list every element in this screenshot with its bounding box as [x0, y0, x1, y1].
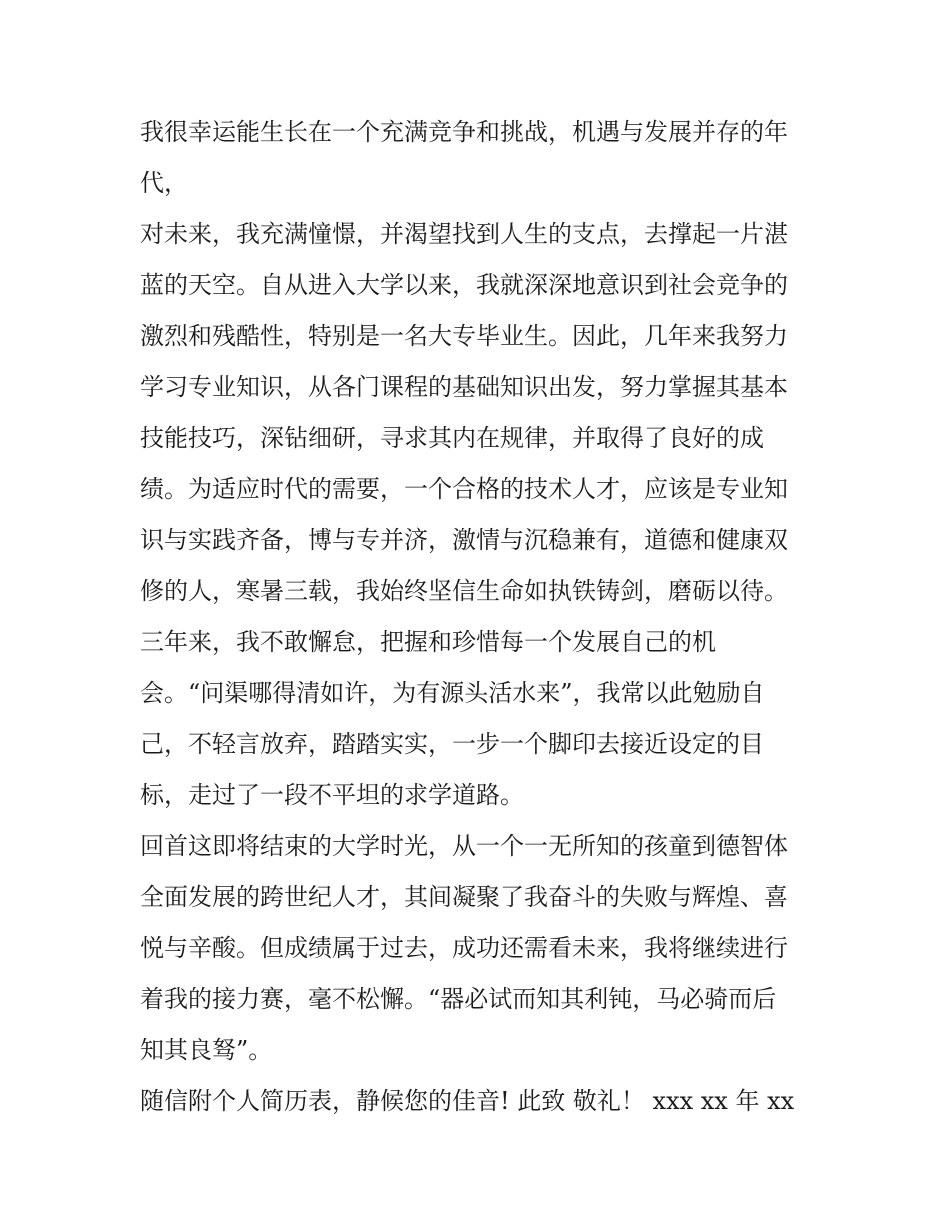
text-line: 三年来，我不敢懈怠，把握和珍惜每一个发展自己的机 — [140, 628, 716, 656]
text-line: 己，不轻言放弃，踏踏实实，一步一个脚印去接近设定的目 — [140, 730, 764, 758]
text-line: 绩。为适应时代的需要，一个合格的技术人才，应该是专业知 — [140, 475, 788, 503]
text-line: 我很幸运能生长在一个充满竞争和挑战，机遇与发展并存的年 — [140, 118, 788, 146]
text-line: 激烈和残酷性，特别是一名大专毕业生。因此，几年来我努力 — [140, 322, 788, 350]
text-line: 对未来，我充满憧憬，并渴望找到人生的支点，去撑起一片湛 — [140, 220, 788, 248]
text-line: 蓝的天空。自从进入大学以来，我就深深地意识到社会竞争的 — [140, 271, 788, 299]
text-line: 技能技巧，深钻细研，寻求其内在规律，并取得了良好的成 — [140, 424, 764, 452]
text-line: 标，走过了一段不平坦的求学道路。 — [140, 781, 524, 809]
text-line: 代， — [140, 169, 188, 197]
text-line: 全面发展的跨世纪人才，其间凝聚了我奋斗的失败与辉煌、喜 — [140, 883, 788, 911]
text-line: 随信附个人简历表，静候您的佳音! 此致 敬礼！ xxx xx 年 xx — [140, 1087, 795, 1115]
text-line: 知其良驽”。 — [140, 1036, 273, 1064]
text-line: 修的人，寒暑三载，我始终坚信生命如执铁铸剑，磨砺以待。 — [140, 577, 788, 605]
text-line: 识与实践齐备，博与专并济，激情与沉稳兼有，道德和健康双 — [140, 526, 788, 554]
text-line: 回首这即将结束的大学时光，从一个一无所知的孩童到德智体 — [140, 832, 788, 860]
text-line: 悦与辛酸。但成绩属于过去，成功还需看未来，我将继续进行 — [140, 934, 788, 962]
text-line: 学习专业知识，从各门课程的基础知识出发，努力掌握其基本 — [140, 373, 788, 401]
text-line: 着我的接力赛，毫不松懈。“器必试而知其利钝，马必骑而后 — [140, 985, 777, 1013]
letter-body — [140, 107, 820, 1127]
text-line: 会。“问渠哪得清如许，为有源头活水来”，我常以此勉励自 — [140, 679, 765, 707]
